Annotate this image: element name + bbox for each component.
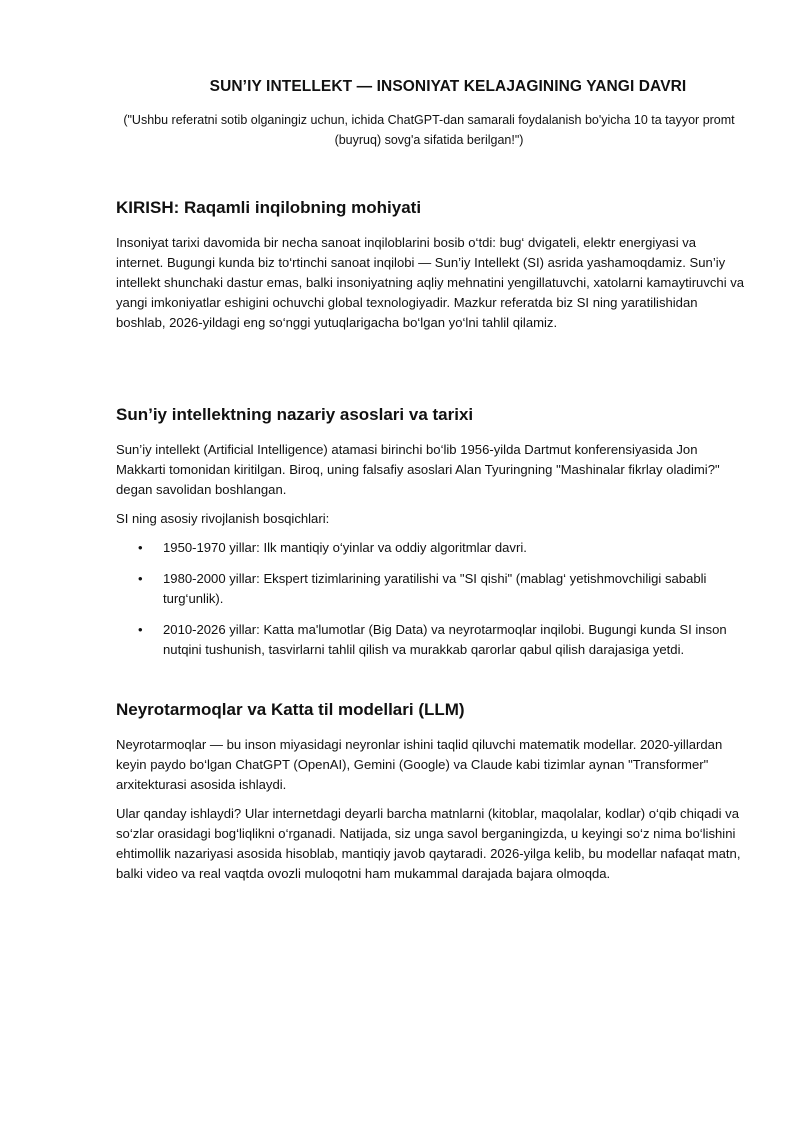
paragraph: SI ning asosiy rivojlanish bosqichlari:	[116, 511, 330, 526]
list-item	[116, 620, 746, 660]
list-item-text: 2010-2026 yillar: Katta ma'lumotlar (Big Data) va neyrotarmoqlar inqilobi. Bugungi kunda SI inson nutqini tushunish, tasvirlarni tahlil qilish va murakkab qarorlar qabul qilish darajasiga yetdi.	[163, 622, 727, 657]
paragraph: Insoniyat tarixi davomida bir necha sanoat inqiloblarini bosib o‘tdi: bug‘ dvigateli, elektr energiyasi va internet. Bugungi kunda biz to‘rtinchi sanoat inqilobi — Sun’iy Intellekt (SI) asrida yashamoqdamiz. Sun’iy intellekt shunchaki dastur emas, balki insoniyatning aqliy mehnatini yengillatuvchi, xatolarni kamaytiruvchi va yangi imkoniyatlar eshigini ochuvchi global texnologiyadir. Mazkur referatda biz SI ning yaratilishidan boshlab, 2026-yildagi eng so‘nggi yutuqlarigacha bo‘lgan yo‘lni tahlil qilamiz.	[116, 235, 745, 330]
list-item	[116, 569, 746, 609]
paragraph: Ular qanday ishlaydi? Ular internetdagi deyarli barcha matnlarni (kitoblar, maqolalar, kodlar) o‘qib chiqadi va so‘zlar orasidagi bog‘liqlikni o‘rganadi. Natijada, siz unga savol berganingizda, u keyingi so‘z nima bo‘lishini ehtimollik nazariyasi asosida hisoblab, mantiqiy javob qaytaradi. 2026-yilga kelib, bu modellar nafaqat matn, balki video va real vaqtda ovozli muloqotni ham mukammal darajada bajara olmoqda.	[116, 806, 741, 881]
bullet-marker: •	[138, 622, 143, 637]
section-heading: Sun’iy intellektning nazariy asoslari va tarixi	[116, 405, 474, 424]
document-title: SUN’IY INTELLEKT — INSONIYAT KELAJAGINING YANGI DAVRI	[209, 78, 687, 95]
list-item-text: 1950-1970 yillar: Ilk mantiqiy o‘yinlar va oddiy algoritmlar davri.	[163, 540, 527, 555]
section-llm	[116, 698, 746, 884]
bullet-marker: •	[138, 540, 143, 555]
section-history	[116, 403, 746, 660]
list-item	[116, 538, 746, 558]
bullet-marker: •	[138, 571, 143, 586]
section-intro	[116, 196, 746, 333]
list-item-text: 1980-2000 yillar: Ekspert tizimlarining yaratilishi va "SI qishi" (mablag‘ yetishmovchiligi sababli turg‘unlik).	[163, 571, 707, 606]
document-body	[116, 196, 746, 893]
section-heading: Neyrotarmoqlar va Katta til modellari (LLM)	[116, 700, 465, 719]
paragraph: Sun’iy intellekt (Artificial Intelligence) atamasi birinchi bo‘lib 1956-yilda Dartmut konferensiyasida Jon Makkarti tomonidan kiritilgan. Biroq, uning falsafiy asoslari Alan Tyuringning "Mashinalar fikrlay oladimi?" degan savolidan boshlangan.	[116, 442, 720, 497]
paragraph: Neyrotarmoqlar — bu inson miyasidagi neyronlar ishini taqlid qiluvchi matematik modellar. 2020-yillardan keyin paydo bo‘lgan ChatGPT (OpenAI), Gemini (Google) va Claude kabi tizimlar aynan "Transformer" arxitekturasi asosida ishlaydi.	[116, 737, 723, 792]
stages-list	[116, 538, 746, 660]
section-heading: KIRISH: Raqamli inqilobning mohiyati	[116, 198, 422, 217]
document-subtitle: ("Ushbu referatni sotib olganingiz uchun, ichida ChatGPT-dan samarali foydalanish bo'yicha 10 ta tayyor promt (buyruq) sovg'a sifatida berilgan!")	[123, 113, 735, 147]
